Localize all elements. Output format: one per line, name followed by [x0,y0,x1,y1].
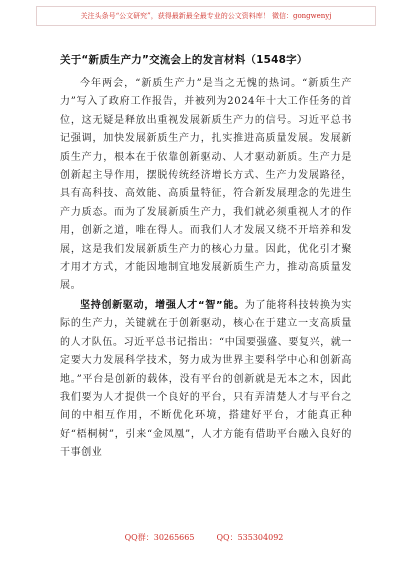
qq-text: QQ：535304092 [216,533,284,542]
paragraph-intro [60,75,352,296]
promo-banner [36,6,376,26]
document-title: 关于“新质生产力”交流会上的发言材料（1548字） [60,54,308,66]
contact-footer [0,532,408,550]
promo-banner-text: 关注头条号“公文研究”，获得最新最全最专业的公文资料库！ 微信：gongwenyj [80,12,332,20]
paragraph-innovation [60,297,352,463]
document-body [60,52,352,463]
paragraph-text: 今年两会，“新质生产力”是当之无愧的热词。“新质生产力”写入了政府工作报告，并被列为2024年十大工作任务的首位，这无疑是释放出重视发展新质生产力的信号。习近平总书记强调，加快发展新质生产力，扎实推进高质量发展。发展新质生产力，根本在于依靠创新驱动、人才驱动新质。生产力是创新起主导作用，摆脱传统经济增长方式、生产力发展路径，具有高科技、高效能、高质量特征，符合新发展理念的先进生产力质态。而为了发展新质生产力，我们就必须重视人才的作用，创新之道，唯在得人。而我们人才发展又绕不开培养和发展，这是我们发展新质生产力的核心力量。因此，优化引才聚才用才方式，才能因地制宜地发展新质生产力，推动高质量发展。 [60,78,352,292]
paragraph-text: 为了能将科技转换为实际的生产力，关键就在于创新驱动，核心在于建立一支高质量的人才队伍。习近平总书记指出：“中国要强盛、要复兴，就一定要大力发展科学技术，努力成为世界主要科学中心和创新高地。”平台是创新的载体，没有平台的创新就是无本之木，因此我们要为人才提供一个良好的平台，只有弄清楚人才与平台之间的中相互作用，不断优化环境，搭建好平台，才能真正种好“梧桐树”，引来“金凤凰”，人才方能有借助平台融入良好的干事创业 [60,299,352,459]
paragraph-lead: 坚持创新驱动，增强人才“智”能。 [80,299,245,311]
qq-group-text: QQ群：30265665 [124,533,195,542]
